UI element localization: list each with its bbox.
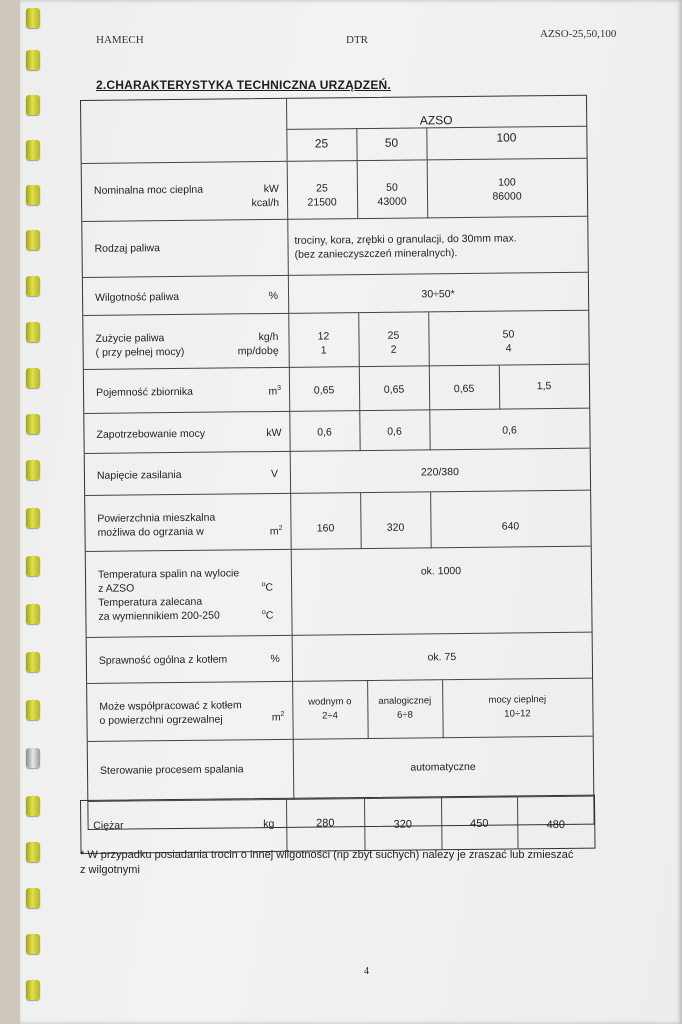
table-row-fuel-consumption xyxy=(83,310,589,370)
table-row-fuel-type xyxy=(82,216,588,278)
consumption-mpd-25: 1 xyxy=(320,344,327,357)
binding-ring xyxy=(26,842,40,862)
nominal-kw-100: 100 xyxy=(498,176,516,189)
cooperation-name-3: mocy cieplnej xyxy=(488,694,547,706)
temperature-unit-1-sup: o xyxy=(261,581,266,589)
footnote xyxy=(80,848,675,878)
binding-ring xyxy=(26,230,40,250)
page-number: 4 xyxy=(364,966,369,977)
fuel-type-label: Rodzaj paliwa xyxy=(94,242,160,255)
consumption-mpd-100: 4 xyxy=(505,342,512,355)
heated-area-label-line1: Powierzchnia mieszkalna xyxy=(97,511,216,525)
consumption-kgh-100: 50 xyxy=(502,328,515,341)
power-demand-100: 0,6 xyxy=(502,424,517,437)
consumption-mpd-50: 2 xyxy=(390,343,397,356)
binding-ring xyxy=(26,276,40,296)
spec-table xyxy=(80,95,595,830)
footnote-line1: * W przypadku posiadania trocin o innej wilgotności (np zbyt suchych) nalezy je zraszać lub zmieszać xyxy=(80,849,574,861)
power-demand-unit: kW xyxy=(266,426,282,440)
voltage-value: 220/380 xyxy=(420,466,459,479)
weight-unit: kg xyxy=(263,817,275,831)
weight-100b: 480 xyxy=(546,818,566,832)
binding-ring xyxy=(26,934,40,954)
fuel-consumption-label-line1: Zużycie paliwa xyxy=(95,332,165,345)
temperature-unit-2-sup: o xyxy=(261,609,266,617)
tank-capacity-25: 0,65 xyxy=(313,384,335,397)
binding-ring xyxy=(26,50,40,70)
nominal-kcal-50: 43000 xyxy=(377,195,407,208)
nominal-kcal-25: 21500 xyxy=(307,196,337,209)
binding-ring xyxy=(26,368,40,388)
binding-ring xyxy=(26,460,40,480)
size-100: 100 xyxy=(496,130,517,145)
cooperation-range-1: 2÷4 xyxy=(322,710,338,722)
voltage-unit: V xyxy=(270,467,278,481)
header-center: DTR xyxy=(346,34,368,46)
table-row-voltage xyxy=(85,448,590,496)
cooperation-range-3: 10÷12 xyxy=(504,708,531,720)
efficiency-unit: % xyxy=(270,652,280,666)
section-title: 2.CHARAKTERYSTYKA TECHNICZNA URZĄDZEŃ. xyxy=(96,78,391,92)
temperature-line3: Temperatura zalecana xyxy=(98,595,203,609)
temperature-unit-2 xyxy=(262,606,274,623)
tank-capacity-100a: 0,65 xyxy=(453,382,475,396)
heated-area-unit-base: m xyxy=(269,525,279,538)
cooperation-name-2: analogicznej xyxy=(378,695,432,707)
table-row-header xyxy=(81,96,587,163)
binding-ring xyxy=(26,796,40,816)
voltage-label: Napięcie zasilania xyxy=(96,468,182,482)
nominal-power-unit-kw: kW xyxy=(263,182,280,196)
cooperation-label-line2: o powierzchni ogrzewalnej xyxy=(99,713,223,727)
table-row-heated-area xyxy=(85,490,591,552)
binding-ring xyxy=(26,888,40,908)
binding-ring xyxy=(26,980,40,1000)
tank-capacity-unit xyxy=(268,382,281,399)
header-right: AZSO-25,50,100 xyxy=(540,28,617,40)
table-row-temperature xyxy=(86,546,592,638)
binding-ring xyxy=(26,8,40,28)
fuel-moisture-value: 30÷50* xyxy=(421,288,455,301)
efficiency-label: Sprawność ogólna z kotłem xyxy=(98,653,228,667)
temperature-unit-2-base: C xyxy=(265,609,274,622)
cooperation-unit xyxy=(272,708,285,725)
binding-ring xyxy=(26,508,40,528)
heated-area-label-line2: możliwa do ogrzania w xyxy=(97,525,204,539)
cooperation-label-line1: Może współpracować z kotłem xyxy=(99,699,242,713)
table-row-control xyxy=(88,736,594,802)
weight-25: 280 xyxy=(316,817,335,830)
efficiency-value: ok. 75 xyxy=(427,651,457,664)
size-50: 50 xyxy=(384,135,399,150)
fuel-type-value-line2: (bez zanieczyszczeń mineralnych). xyxy=(294,247,458,261)
temperature-unit-1-base: C xyxy=(265,581,274,594)
header-left: HAMECH xyxy=(96,34,144,46)
fuel-consumption-unit-line2: mp/dobę xyxy=(237,344,279,358)
nominal-power-unit-kcal: kcal/h xyxy=(251,196,280,210)
consumption-kgh-25: 12 xyxy=(317,330,330,343)
weight-label: Ciężar xyxy=(93,819,124,832)
binding-ring xyxy=(26,185,40,205)
power-demand-50: 0,6 xyxy=(387,425,402,438)
spiral-binding xyxy=(0,0,30,1024)
consumption-kgh-50: 25 xyxy=(387,329,400,342)
temperature-unit-1 xyxy=(262,578,274,595)
fuel-consumption-label-line2: ( przy pełnej mocy) xyxy=(95,345,185,359)
table-row-nominal-power xyxy=(82,158,588,222)
temperature-line4: za wymiennikiem 200-250 xyxy=(98,609,220,623)
binding-ring xyxy=(26,414,40,434)
size-25: 25 xyxy=(314,136,329,151)
weight-row-box xyxy=(80,795,596,854)
weight-50: 320 xyxy=(393,818,413,831)
cooperation-name-1: wodnym o xyxy=(308,696,352,708)
table-row-power-demand xyxy=(84,408,589,454)
cooperation-unit-sup: 2 xyxy=(280,710,285,718)
binding-ring xyxy=(26,748,40,768)
tank-capacity-unit-base: m xyxy=(268,385,278,398)
control-value: automatyczne xyxy=(410,760,476,774)
model-label: AZSO xyxy=(419,113,453,128)
nominal-kw-25: 25 xyxy=(316,182,328,195)
nominal-kcal-100: 86000 xyxy=(492,190,522,203)
binding-ring xyxy=(26,322,40,342)
heated-area-unit-sup: 2 xyxy=(278,524,283,532)
document-page xyxy=(20,0,682,1024)
fuel-moisture-unit: % xyxy=(268,289,279,303)
table-row-fuel-moisture xyxy=(83,272,588,316)
table-row-cooperation xyxy=(87,678,593,742)
heated-area-25: 160 xyxy=(316,522,335,535)
tank-capacity-50: 0,65 xyxy=(383,383,405,396)
heated-area-100: 640 xyxy=(501,520,520,533)
temperature-line2: z AZSO xyxy=(98,582,135,595)
cooperation-range-2: 6÷8 xyxy=(397,709,413,721)
power-demand-label: Zapotrzebowanie mocy xyxy=(96,427,206,441)
tank-capacity-unit-sup: 3 xyxy=(277,384,282,392)
tank-capacity-label: Pojemność zbiornika xyxy=(96,385,194,399)
binding-ring xyxy=(26,556,40,576)
heated-area-50: 320 xyxy=(386,521,405,534)
binding-ring xyxy=(26,95,40,115)
control-label: Sterowanie procesem spalania xyxy=(99,763,244,777)
fuel-type-value-line1: trociny, kora, zrębki o granulacji, do 30mm max. xyxy=(294,232,517,247)
binding-ring xyxy=(26,652,40,672)
table-row-tank-capacity xyxy=(84,364,589,414)
nominal-kw-50: 50 xyxy=(386,181,398,194)
table-row-efficiency xyxy=(87,632,592,684)
binding-ring xyxy=(26,700,40,720)
tank-capacity-100b: 1,5 xyxy=(536,380,552,393)
fuel-consumption-unit-line1: kg/h xyxy=(258,330,279,344)
nominal-power-label: Nominalna moc cieplna xyxy=(93,183,204,197)
weight-100a: 450 xyxy=(470,817,489,830)
binding-ring xyxy=(26,140,40,160)
cooperation-unit-base: m xyxy=(271,711,281,724)
heated-area-unit xyxy=(270,522,283,539)
temperature-value: ok. 1000 xyxy=(420,565,462,578)
temperature-line1: Temperatura spalin na wylocie xyxy=(97,567,240,581)
power-demand-25: 0,6 xyxy=(317,426,332,439)
footnote-line2: z wilgotnymi xyxy=(80,864,140,876)
fuel-moisture-label: Wilgotność paliwa xyxy=(95,290,180,304)
binding-ring xyxy=(26,604,40,624)
